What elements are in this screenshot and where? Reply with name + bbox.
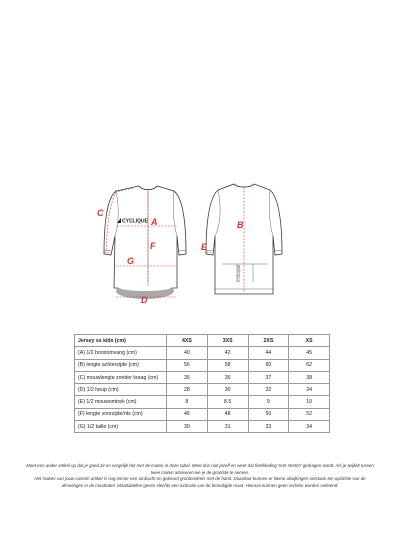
table-cell: 46 (167, 408, 208, 420)
table-cell: (F) lengte voorzijde/rits (cm) (75, 408, 167, 420)
note-line-1: Meet een ander artikel op dat je goed zit en vergelijk het met de maten in deze tabel. Meet dus niet jezelf en weet dat fietskleding 'met stretch' gedragen wordt. Als je twijfelt tussen (26, 463, 374, 468)
table-cell: 56 (167, 359, 208, 371)
label-b: B (237, 220, 244, 230)
size-advice-note (4, 463, 396, 489)
note-line-4: afmetingen in de maattabel. Maattabellen geven slechts een indicatie van de benodigde maat. Hieraan kunnen geen rechten worden ontleend. (61, 482, 339, 488)
table-cell: 34 (289, 421, 330, 433)
table-cell: 30 (207, 384, 248, 396)
table-cell: (G) 1/2 taille (cm) (75, 421, 167, 433)
table-header-4xs: 4XS (167, 335, 208, 347)
table-cell: 62 (289, 359, 330, 371)
label-a: A (151, 217, 158, 227)
label-g: G (127, 256, 135, 266)
table-cell: 36 (207, 371, 248, 383)
table-row (75, 359, 330, 371)
jersey-diagram-svg (0, 170, 400, 310)
table-cell: 50 (248, 408, 289, 420)
table-cell: 8 (167, 396, 208, 408)
table-row (75, 408, 330, 420)
table-cell: 60 (248, 359, 289, 371)
size-table (74, 334, 330, 433)
table-cell: 52 (289, 408, 330, 420)
note-line-3: Het maken van jouw custom artikel is nog immer een ambacht en gebeurd grootendeels met de hand. Daardoor kunnen er kleine afwijkingen ontstaan ten opzichte van de (34, 476, 366, 482)
table-cell: 58 (207, 359, 248, 371)
label-d: D (141, 295, 148, 305)
brand-logo-text: CYCLIQUE (122, 218, 148, 225)
back-logo-text: CYCLIQUE (237, 264, 241, 282)
table-header-xs: XS (289, 335, 330, 347)
table-row (75, 347, 330, 359)
table-cell: (C) mouwlengte zonder kraag (cm) (75, 371, 167, 383)
label-e: E (201, 242, 208, 252)
table-cell: 10 (289, 396, 330, 408)
table-row (75, 384, 330, 396)
front-jersey (97, 186, 186, 305)
table-cell: 33 (248, 421, 289, 433)
table-cell: 37 (248, 371, 289, 383)
table-cell: 32 (248, 384, 289, 396)
table-cell: 35 (167, 371, 208, 383)
note-line-2: twee maten adviseren we je de grootste te nemen. (150, 469, 250, 475)
table-cell: 8.5 (207, 396, 248, 408)
table-cell: 34 (289, 384, 330, 396)
table-cell: 28 (167, 384, 208, 396)
label-f: F (150, 241, 156, 251)
back-jersey (201, 184, 282, 294)
table-header-label: Jersey ss kids (cm) (75, 335, 167, 347)
front-jersey-outline (104, 186, 186, 288)
table-cell: 42 (207, 347, 248, 359)
size-diagram (0, 170, 400, 310)
table-row (75, 371, 330, 383)
table-cell: 40 (167, 347, 208, 359)
table-cell: (B) lengte achterzijde (cm) (75, 359, 167, 371)
table-row (75, 421, 330, 433)
label-c: C (97, 208, 104, 218)
table-header-2xs: 2XS (248, 335, 289, 347)
table-header-row (75, 335, 330, 347)
table-header-3xs: 3XS (207, 335, 248, 347)
table-cell: 38 (289, 371, 330, 383)
table-cell: 30 (167, 421, 208, 433)
table-row (75, 396, 330, 408)
table-cell: (D) 1/2 heup (cm) (75, 384, 167, 396)
front-hem-inner (118, 283, 172, 291)
table-cell: (A) 1/2 borstomvang (cm) (75, 347, 167, 359)
table-cell: (E) 1/2 mouwomtrek (cm) (75, 396, 167, 408)
table-cell: 9 (248, 396, 289, 408)
table-cell: 45 (289, 347, 330, 359)
table-cell: 44 (248, 347, 289, 359)
table-cell: 31 (207, 421, 248, 433)
table-cell: 48 (207, 408, 248, 420)
